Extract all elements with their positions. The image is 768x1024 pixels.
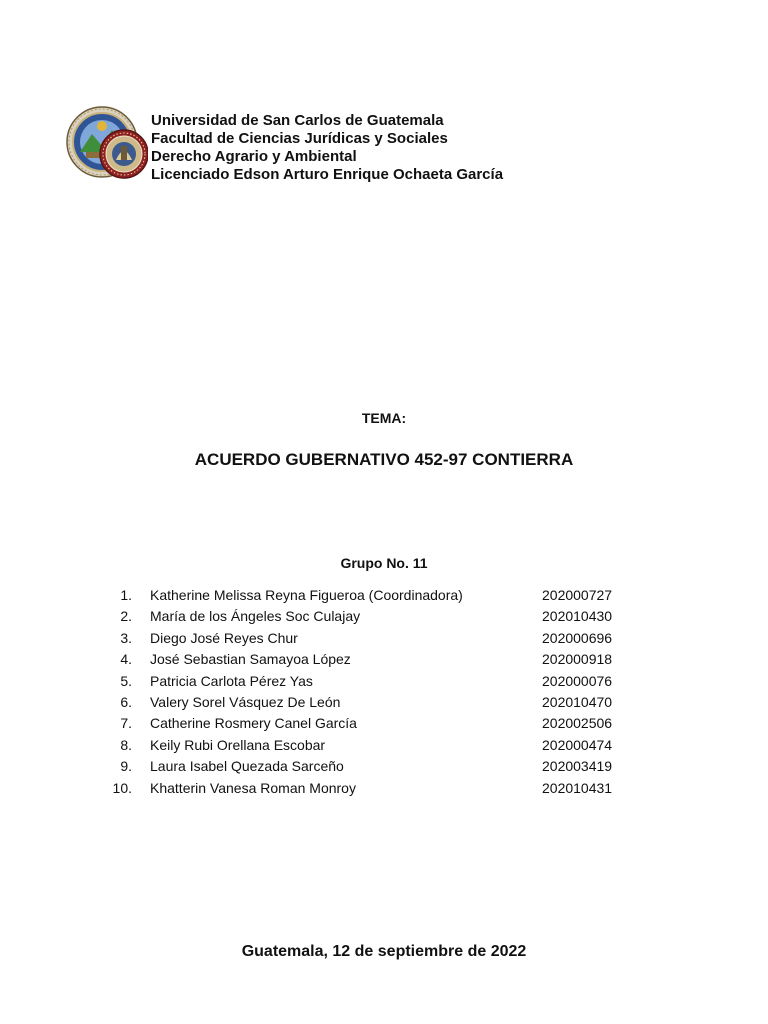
- list-item: [0, 673, 768, 694]
- topic-title: ACUERDO GUBERNATIVO 452-97 CONTIERRA: [194, 450, 574, 469]
- member-id: 202010430: [542, 608, 613, 625]
- member-id: 202010470: [542, 693, 613, 710]
- member-name: Laura Isabel Quezada Sarceño: [150, 758, 344, 775]
- list-item: [0, 715, 768, 736]
- member-number: 4.: [120, 651, 132, 668]
- topic-label: TEMA:: [361, 410, 407, 426]
- member-number: 7.: [120, 715, 132, 732]
- document-date: Guatemala, 12 de septiembre de 2022: [241, 943, 527, 960]
- member-name: Khatterin Vanesa Roman Monroy: [150, 779, 356, 796]
- member-name: Patricia Carlota Pérez Yas: [150, 672, 313, 689]
- member-name: Catherine Rosmery Canel García: [150, 715, 357, 732]
- member-list: [0, 587, 768, 801]
- member-number: 1.: [120, 587, 132, 603]
- member-id: 202000696: [542, 629, 613, 646]
- group-title: Grupo No. 11: [340, 555, 428, 571]
- member-number: 3.: [120, 629, 132, 646]
- member-name: Katherine Melissa Reyna Figueroa (Coordinadora): [150, 587, 463, 603]
- member-number: 2.: [120, 608, 132, 625]
- list-item: [0, 630, 768, 651]
- member-id: 202010431: [542, 779, 613, 796]
- list-item: [0, 587, 768, 608]
- list-item: [0, 737, 768, 758]
- member-id: 202000076: [542, 672, 613, 689]
- member-id: 202000918: [542, 651, 613, 668]
- list-item: [0, 694, 768, 715]
- course-name: Derecho Agrario y Ambiental: [151, 148, 357, 165]
- member-number: 10.: [112, 779, 132, 796]
- member-id: 202000474: [542, 736, 613, 753]
- faculty-seal-icon: [100, 130, 148, 178]
- member-name: José Sebastian Samayoa López: [150, 651, 351, 668]
- member-id: 202003419: [542, 758, 613, 775]
- member-number: 8.: [120, 736, 132, 753]
- faculty-name: Facultad de Ciencias Jurídicas y Sociales: [151, 130, 448, 147]
- member-name: Keily Rubi Orellana Escobar: [150, 736, 326, 753]
- list-item: [0, 651, 768, 672]
- member-number: 6.: [120, 693, 132, 710]
- list-item: [0, 758, 768, 779]
- institution-header: [151, 112, 503, 184]
- member-id: 202002506: [542, 715, 613, 732]
- university-name: Universidad de San Carlos de Guatemala: [151, 112, 444, 129]
- member-name: María de los Ángeles Soc Culajay: [150, 608, 361, 625]
- member-id: 202000727: [542, 587, 613, 603]
- list-item: [0, 608, 768, 629]
- header-logos: [66, 100, 148, 188]
- member-name: Diego José Reyes Chur: [150, 629, 298, 646]
- member-name: Valery Sorel Vásquez De León: [150, 693, 341, 710]
- member-number: 9.: [120, 758, 132, 775]
- list-item: [0, 780, 768, 801]
- member-number: 5.: [120, 672, 132, 689]
- professor-name: Licenciado Edson Arturo Enrique Ochaeta García: [151, 166, 504, 183]
